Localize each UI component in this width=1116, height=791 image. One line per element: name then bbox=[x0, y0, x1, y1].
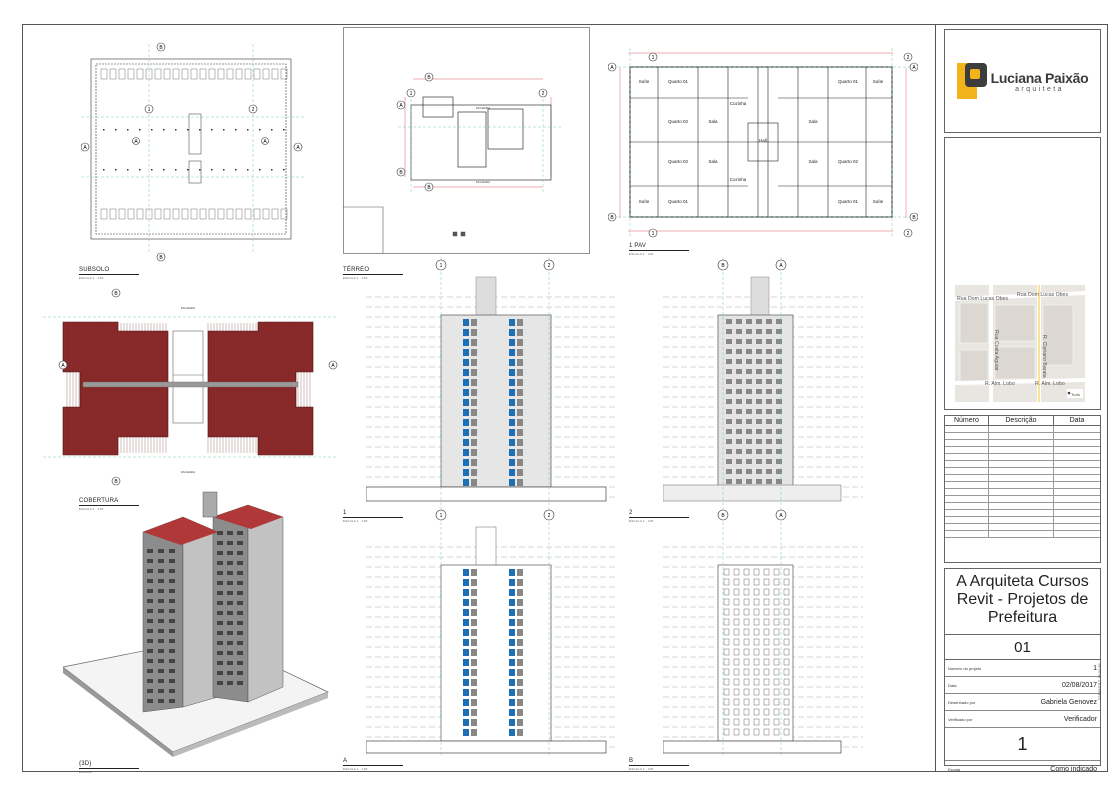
view-label-subsolo: SUBSOLO ESCALA 1 : 100 bbox=[79, 267, 139, 280]
room-label: Sala bbox=[808, 119, 818, 124]
revision-table bbox=[944, 415, 1101, 563]
3d-view bbox=[63, 487, 333, 757]
svg-text:A: A bbox=[610, 65, 614, 71]
grid-marker-b: B bbox=[159, 45, 163, 51]
revision-row bbox=[945, 516, 1100, 523]
map-street-label: R. Alm. Lobo bbox=[985, 381, 1015, 387]
view-label-elevB: B ESCALA 1 : 100 bbox=[629, 758, 689, 771]
revision-row bbox=[945, 481, 1100, 488]
grid-marker-2: 2 bbox=[251, 107, 255, 113]
project-code: 01 bbox=[945, 635, 1100, 660]
revision-row bbox=[945, 453, 1100, 460]
sheet-number: 1 bbox=[945, 728, 1100, 761]
view-label-elevA: A ESCALA 1 : 100 bbox=[343, 758, 403, 771]
svg-text:B: B bbox=[427, 185, 431, 191]
room-label: Suíte bbox=[872, 79, 884, 84]
svg-text:1: 1 bbox=[651, 55, 655, 61]
print-timestamp: 02/08/2017 18:02:45 bbox=[1097, 663, 1102, 700]
grid-marker-a: A bbox=[263, 139, 267, 145]
svg-text:B: B bbox=[721, 513, 725, 519]
revision-row bbox=[945, 432, 1100, 439]
revision-row bbox=[945, 467, 1100, 474]
svg-text:2: 2 bbox=[906, 231, 910, 237]
terreo-plan bbox=[343, 27, 591, 255]
map-street-label: R. Cipriano Barata bbox=[1041, 335, 1047, 378]
location-map bbox=[955, 285, 1085, 402]
room-label: Sala bbox=[708, 159, 718, 164]
room-label: Cozinha bbox=[729, 101, 747, 106]
title-block bbox=[935, 25, 1108, 771]
revision-header-date: Data bbox=[1053, 416, 1100, 425]
svg-text:B: B bbox=[427, 75, 431, 81]
cobertura-plan bbox=[43, 287, 338, 487]
elevation-b bbox=[663, 507, 903, 759]
room-label: Quarto 01 bbox=[667, 199, 689, 204]
room-label: Sala bbox=[708, 119, 718, 124]
svg-text:2: 2 bbox=[547, 513, 551, 519]
revision-header-number: Número bbox=[945, 416, 988, 425]
info-row-checked-by: Verificado por Verificador bbox=[945, 711, 1100, 728]
room-label: Quarto 01 bbox=[667, 79, 689, 84]
revision-row bbox=[945, 509, 1100, 516]
svg-text:FACHADA: FACHADA bbox=[180, 306, 196, 310]
drawing-sheet bbox=[22, 24, 1108, 772]
project-title: A Arquiteta Cursos Revit - Projetos de Prefeitura bbox=[945, 569, 1100, 635]
logo-panel bbox=[944, 29, 1101, 133]
svg-text:B: B bbox=[399, 170, 403, 176]
revision-row bbox=[945, 425, 1100, 432]
map-street-label: R. Alm. Lobo bbox=[1035, 381, 1065, 387]
revision-row bbox=[945, 446, 1100, 453]
room-label: Quarto 02 bbox=[667, 159, 689, 164]
elevation-2 bbox=[663, 257, 903, 507]
revision-row bbox=[945, 530, 1100, 537]
view-label-pav1: 1 PAV ESCALA 1 : 100 bbox=[629, 243, 689, 256]
revision-row bbox=[945, 439, 1100, 446]
svg-text:A: A bbox=[399, 103, 403, 109]
revision-row bbox=[945, 488, 1100, 495]
revision-row bbox=[945, 523, 1100, 530]
svg-text:1: 1 bbox=[651, 231, 655, 237]
room-label: Quarto 02 bbox=[837, 159, 859, 164]
info-row-date: Data 02/08/2017 bbox=[945, 677, 1100, 694]
room-label: Suíte bbox=[638, 199, 650, 204]
svg-text:1: 1 bbox=[439, 263, 443, 269]
svg-text:B: B bbox=[912, 215, 916, 221]
view-label-elev2: 2 ESCALA 1 : 100 bbox=[629, 510, 689, 523]
view-label-terreo: TÉRREO ESCALA 1 : 100 bbox=[343, 267, 403, 280]
project-info-panel bbox=[944, 568, 1101, 773]
map-street-label: Rua Dom Lucas Obes bbox=[957, 296, 1009, 302]
map-badge: Tudo bbox=[1071, 392, 1080, 397]
view-label-cobertura: COBERTURA ESCALA 1 : 100 bbox=[79, 498, 139, 511]
elevation-1 bbox=[366, 257, 626, 507]
grid-marker-a: A bbox=[83, 145, 87, 151]
info-row-drawn-by: Desenhado por Gabriela Genovez bbox=[945, 694, 1100, 711]
elevation-a bbox=[366, 507, 626, 759]
room-label: Sala bbox=[808, 159, 818, 164]
svg-text:A: A bbox=[61, 363, 65, 369]
svg-text:2: 2 bbox=[906, 55, 910, 61]
room-label: Quarto 02 bbox=[667, 119, 689, 124]
room-label: Quarto 01 bbox=[837, 199, 859, 204]
svg-text:FACHADA: FACHADA bbox=[475, 106, 491, 110]
svg-text:1: 1 bbox=[409, 91, 413, 97]
drawing-area bbox=[23, 25, 933, 774]
room-label: Hall bbox=[759, 138, 767, 143]
svg-text:B: B bbox=[114, 479, 118, 485]
svg-text:A: A bbox=[331, 363, 335, 369]
svg-text:2: 2 bbox=[547, 263, 551, 269]
view-label-3d: {3D} ESCALA bbox=[79, 761, 139, 774]
revision-row bbox=[945, 495, 1100, 502]
pav1-plan bbox=[608, 43, 918, 243]
svg-text:B: B bbox=[610, 215, 614, 221]
map-street-label: Rua Dom Lucas Obes bbox=[1017, 292, 1069, 298]
revision-row bbox=[945, 474, 1100, 481]
revision-header-description: Descrição bbox=[988, 416, 1053, 425]
svg-text:FACHADA: FACHADA bbox=[475, 180, 491, 184]
svg-text:A: A bbox=[779, 513, 783, 519]
logo-mark-icon bbox=[957, 63, 987, 99]
svg-text:A: A bbox=[912, 65, 916, 71]
grid-marker-a: A bbox=[134, 139, 138, 145]
svg-text:A: A bbox=[779, 263, 783, 269]
revision-row bbox=[945, 460, 1100, 467]
room-label: Cozinha bbox=[729, 177, 747, 182]
revision-row bbox=[945, 502, 1100, 509]
svg-text:FACHADA: FACHADA bbox=[180, 470, 196, 474]
info-row-scale: Escala Como indicado bbox=[948, 766, 1097, 773]
room-label: Suíte bbox=[872, 199, 884, 204]
map-street-label: Rua Costa Aguiar bbox=[993, 330, 999, 371]
info-row-project-number: Número do projeto 1 bbox=[945, 660, 1100, 677]
grid-marker-b: B bbox=[159, 255, 163, 261]
room-label: Suíte bbox=[638, 79, 650, 84]
logo-subtitle: arquiteta bbox=[1015, 85, 1064, 93]
grid-marker-a: A bbox=[296, 145, 300, 151]
svg-text:2: 2 bbox=[541, 91, 545, 97]
subsolo-plan bbox=[81, 39, 321, 264]
svg-text:B: B bbox=[114, 291, 118, 297]
view-label-elev1: 1 ESCALA 1 : 100 bbox=[343, 510, 403, 523]
svg-text:1: 1 bbox=[439, 513, 443, 519]
svg-text:B: B bbox=[721, 263, 725, 269]
room-label: Quarto 01 bbox=[837, 79, 859, 84]
location-map-panel bbox=[944, 137, 1101, 410]
grid-marker-1: 1 bbox=[147, 107, 151, 113]
logo-name: Luciana Paixão bbox=[990, 69, 1089, 86]
